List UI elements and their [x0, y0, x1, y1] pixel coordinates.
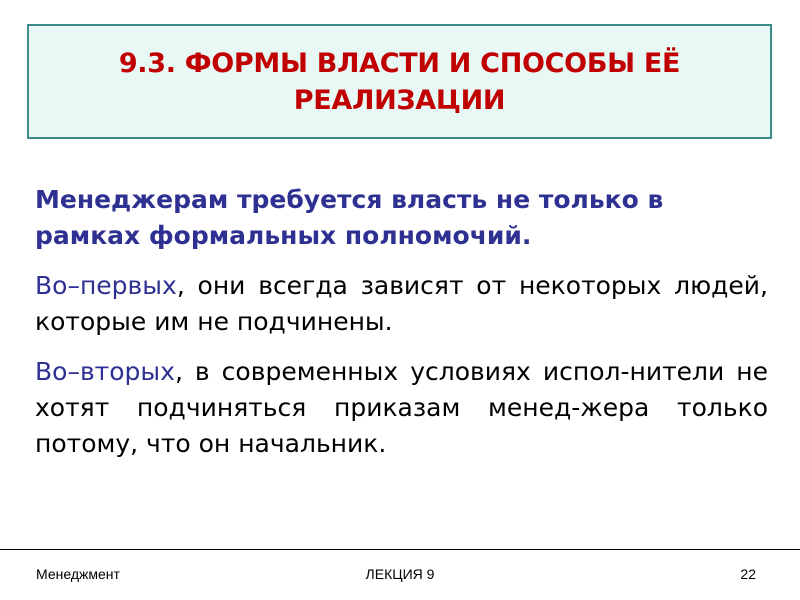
point-1-paragraph [35, 268, 768, 340]
footer-lecture-label: ЛЕКЦИЯ 9 [365, 566, 435, 582]
lead-paragraph: Менеджерам требуется власть не только в рамках формальных полномочий. [35, 185, 664, 250]
point-2-text: , в современных условиях испол-нители не хотят подчиняться приказам менед-жера только потому, что он начальник. [35, 357, 768, 458]
footer-page-number: 22 [740, 566, 756, 582]
point-2-prefix: Во–вторых [35, 357, 175, 386]
footer-divider [0, 549, 800, 550]
title-box [27, 24, 772, 139]
point-1-prefix: Во–первых [35, 271, 177, 300]
point-1-text: , они всегда зависят от некоторых людей, которые им не подчинены. [35, 271, 768, 336]
footer-course-name: Менеджмент [36, 566, 120, 582]
point-2-paragraph [35, 354, 768, 462]
slide-content [35, 182, 768, 476]
slide-title: 9.3. ФОРМЫ ВЛАСТИ И СПОСОБЫ ЕЁ РЕАЛИЗАЦИИ [118, 47, 681, 116]
